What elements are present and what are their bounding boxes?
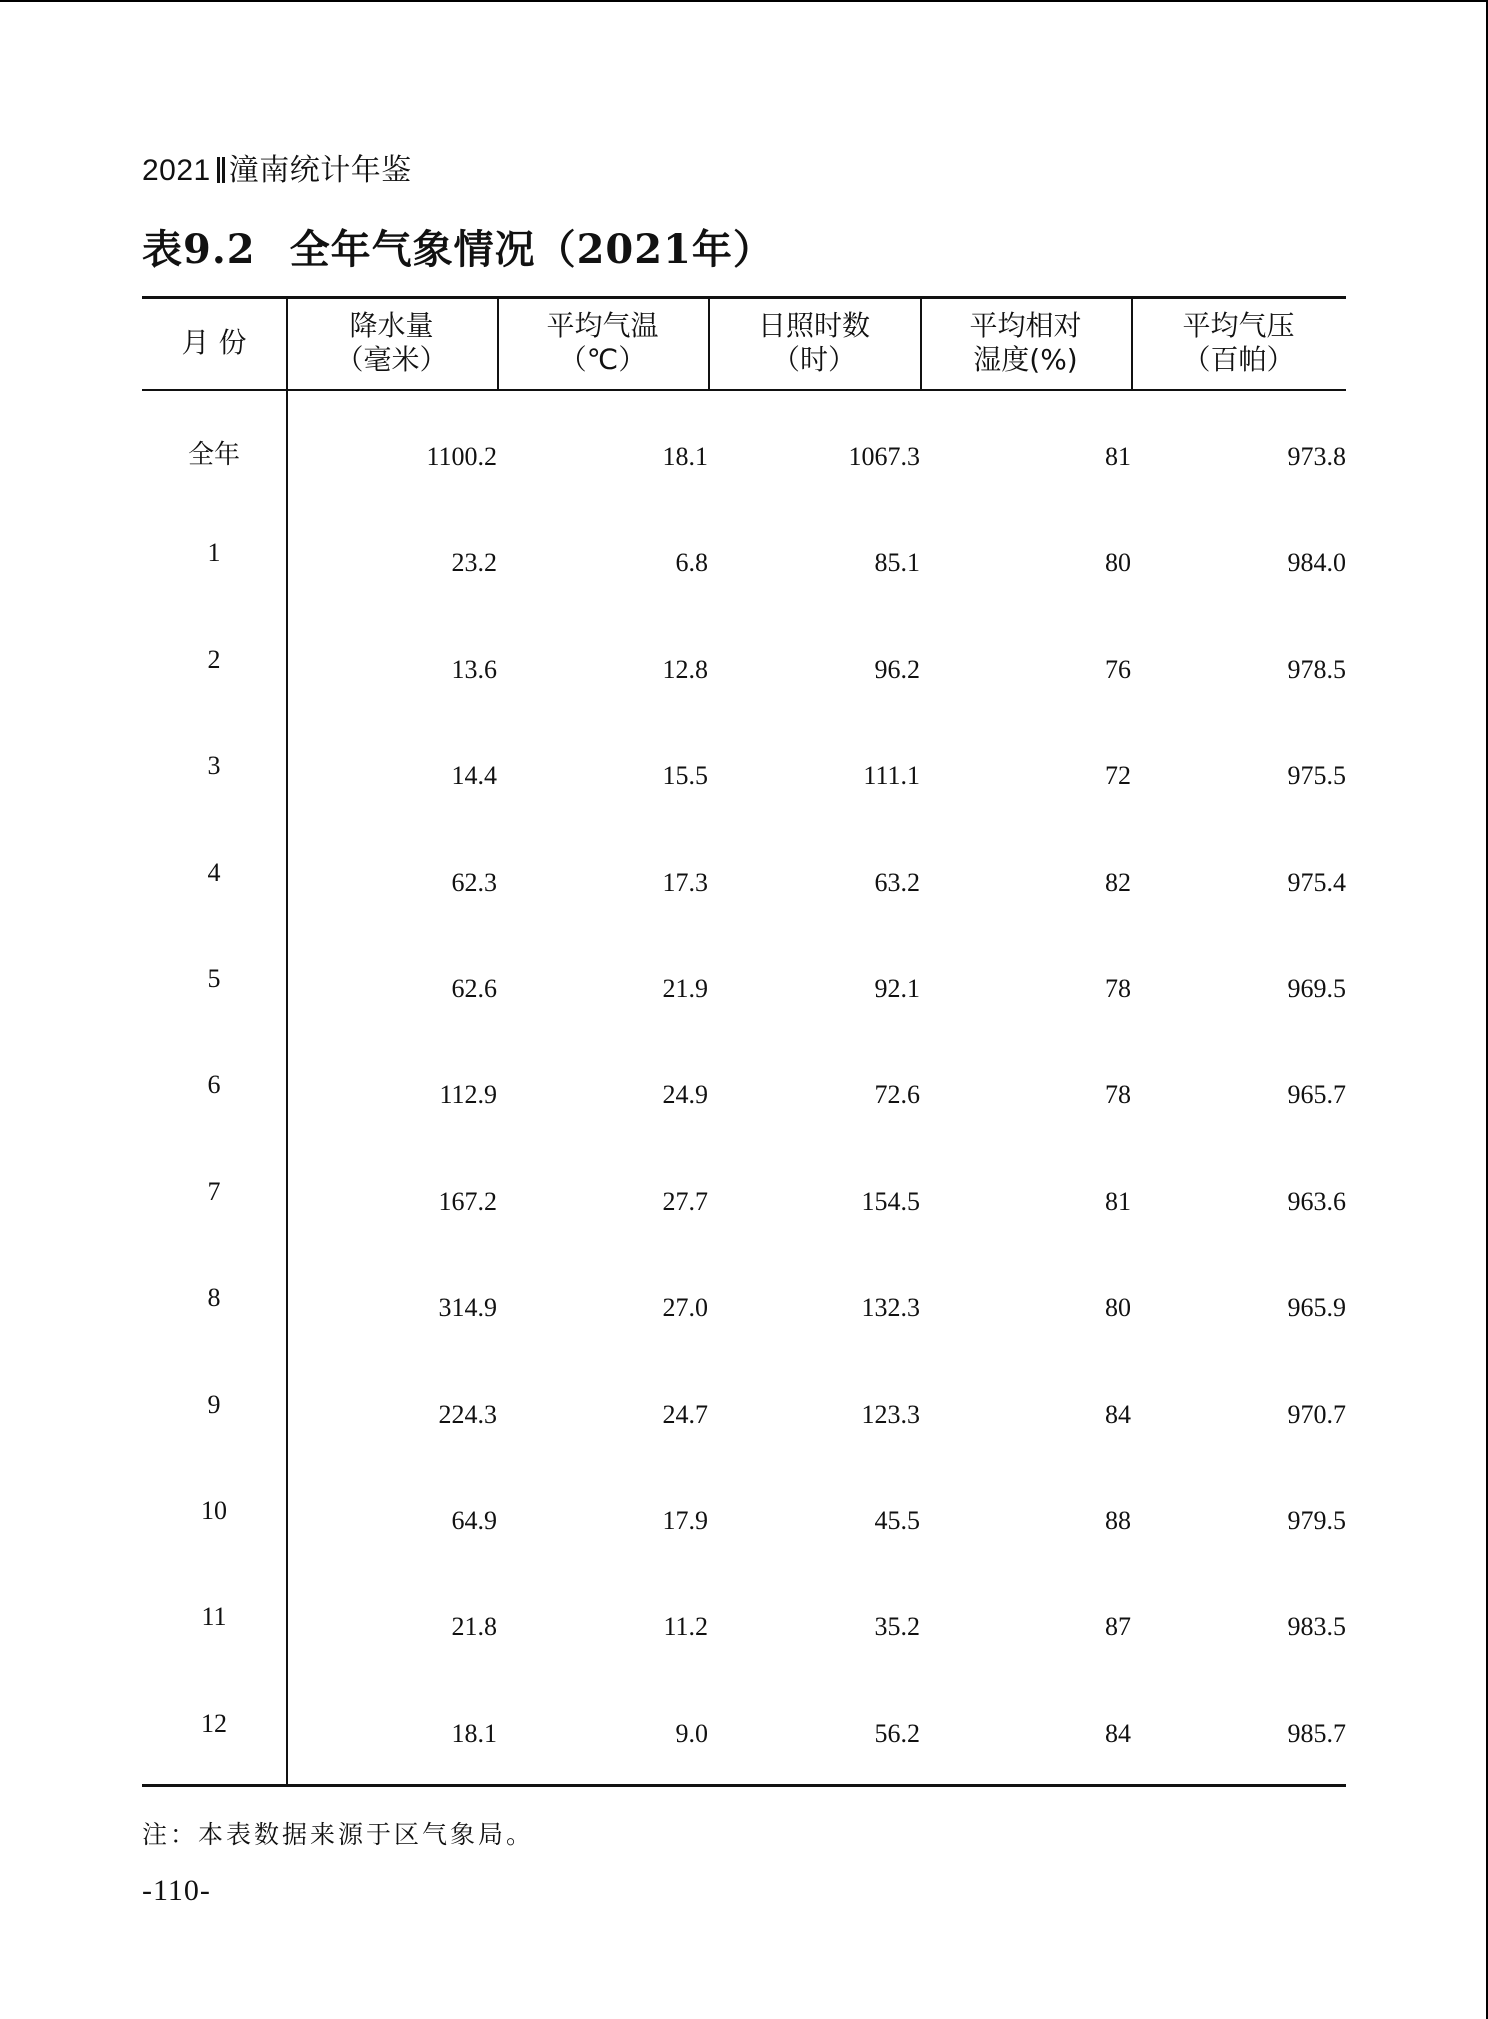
table-row [142, 1070, 1346, 1116]
cell-avg-pressure: 965.9 [1287, 1293, 1346, 1323]
column-header-line2: （毫米） [335, 342, 448, 376]
cell-relative-humidity: 84 [1105, 1718, 1131, 1748]
column-header-line1: 平均气压 [1182, 308, 1295, 342]
running-head-book-title: 潼南统计年鉴 [228, 154, 412, 187]
cell-precipitation: 13.6 [451, 654, 497, 684]
cell-precipitation: 62.3 [451, 867, 497, 897]
cell-avg-temperature: 24.7 [662, 1399, 708, 1429]
table-row [142, 1708, 1346, 1755]
cell-avg-pressure: 975.4 [1287, 867, 1346, 897]
cell-precipitation: 112.9 [439, 1080, 497, 1110]
cell-relative-humidity: 81 [1105, 442, 1131, 471]
cell-avg-pressure: 973.8 [1287, 442, 1346, 471]
cell-sunshine-hours: 45.5 [874, 1506, 920, 1535]
column-header-line1: 月 份 [181, 325, 247, 359]
table-row [142, 1496, 1346, 1542]
cell-relative-humidity: 88 [1105, 1506, 1131, 1535]
table-title-text: 全年气象情况（2021年） [289, 226, 774, 273]
cell-relative-humidity: 84 [1105, 1399, 1131, 1429]
cell-precipitation: 14.4 [451, 761, 497, 791]
cell-sunshine-hours: 56.2 [874, 1718, 920, 1748]
cell-avg-pressure: 983.5 [1287, 1612, 1346, 1642]
row-label-month: 全年 [187, 440, 240, 470]
cell-precipitation: 224.3 [438, 1399, 497, 1429]
cell-avg-pressure: 984.0 [1287, 548, 1346, 578]
row-label-month: 11 [201, 1602, 227, 1632]
row-label-month: 8 [207, 1283, 221, 1313]
cell-relative-humidity: 72 [1105, 761, 1131, 791]
row-label-month: 3 [207, 751, 221, 781]
cell-avg-temperature: 27.7 [662, 1186, 708, 1216]
column-header-line1: 日照时数 [757, 308, 870, 342]
column-header-avg-pressure [1131, 296, 1346, 389]
column-header-line2: 湿度(%) [973, 342, 1078, 376]
cell-sunshine-hours: 35.2 [874, 1612, 920, 1642]
row-label-month: 6 [207, 1070, 221, 1100]
cell-relative-humidity: 82 [1105, 867, 1131, 897]
cell-sunshine-hours: 72.6 [874, 1080, 920, 1110]
column-header-line1: 平均相对 [969, 308, 1082, 342]
column-header-line1: 平均气温 [546, 308, 659, 342]
cell-relative-humidity: 76 [1105, 654, 1131, 684]
row-label-month: 10 [201, 1496, 227, 1525]
cell-avg-pressure: 978.5 [1287, 654, 1346, 684]
cell-relative-humidity: 80 [1105, 1293, 1131, 1323]
running-head-separator [217, 157, 220, 183]
table-row [142, 964, 1346, 1010]
cell-precipitation: 314.9 [438, 1293, 497, 1323]
cell-sunshine-hours: 63.2 [874, 867, 920, 897]
cell-avg-pressure: 969.5 [1287, 974, 1346, 1003]
column-header-month [142, 296, 286, 389]
cell-sunshine-hours: 111.1 [863, 761, 920, 791]
cell-sunshine-hours: 123.3 [861, 1399, 920, 1429]
cell-avg-pressure: 963.6 [1287, 1186, 1346, 1216]
row-label-month: 2 [207, 644, 221, 674]
column-header-line1: 降水量 [349, 308, 434, 342]
row-label-month: 1 [207, 538, 221, 568]
cell-sunshine-hours: 92.1 [874, 974, 920, 1003]
cell-avg-temperature: 17.9 [662, 1506, 708, 1535]
table-row [142, 857, 1346, 904]
cell-sunshine-hours: 132.3 [861, 1293, 920, 1323]
cell-avg-temperature: 27.0 [662, 1293, 708, 1323]
cell-avg-temperature: 18.1 [662, 442, 708, 471]
cell-precipitation: 21.8 [451, 1612, 497, 1642]
cell-avg-temperature: 24.9 [662, 1080, 708, 1110]
cell-avg-temperature: 9.0 [675, 1718, 708, 1748]
table-row [142, 538, 1346, 584]
cell-relative-humidity: 78 [1105, 974, 1131, 1003]
row-label-month: 7 [207, 1176, 221, 1206]
cell-avg-pressure: 979.5 [1287, 1506, 1346, 1535]
cell-relative-humidity: 87 [1105, 1612, 1131, 1642]
cell-avg-pressure: 970.7 [1287, 1399, 1346, 1429]
column-header-sunshine-hours [708, 296, 920, 389]
column-header-line2: （百帕） [1182, 342, 1295, 376]
running-head-year: 2021 [142, 154, 211, 187]
cell-avg-temperature: 6.8 [675, 548, 708, 578]
cell-avg-pressure: 985.7 [1287, 1718, 1346, 1748]
table-row [142, 1283, 1346, 1329]
row-label-month: 5 [207, 964, 221, 993]
column-header-line2: （时） [771, 342, 856, 376]
table-row [142, 644, 1346, 691]
table-row [142, 1602, 1346, 1648]
cell-sunshine-hours: 1067.3 [848, 442, 920, 471]
column-header-avg-temperature [497, 296, 708, 389]
cell-sunshine-hours: 85.1 [874, 548, 920, 578]
table-bottom-rule [142, 1784, 1346, 1787]
table-header-rule [142, 389, 1346, 391]
cell-avg-pressure: 975.5 [1287, 761, 1346, 791]
cell-relative-humidity: 80 [1105, 548, 1131, 578]
cell-precipitation: 18.1 [451, 1718, 497, 1748]
table-note: 注：本表数据来源于区气象局。 [142, 1820, 535, 1849]
cell-avg-temperature: 17.3 [662, 867, 708, 897]
running-head [142, 145, 412, 189]
row-label-month: 12 [201, 1708, 227, 1738]
cell-precipitation: 62.6 [451, 974, 497, 1003]
page-number: -110- [142, 1874, 211, 1907]
row-label-month: 9 [207, 1389, 221, 1419]
cell-precipitation: 1100.2 [426, 442, 497, 471]
cell-avg-temperature: 12.8 [662, 654, 708, 684]
stub-column-divider [286, 296, 288, 1786]
column-header-relative-humidity [920, 296, 1131, 389]
column-header-line2: （℃） [558, 342, 647, 376]
table-title [142, 218, 774, 275]
cell-sunshine-hours: 96.2 [874, 654, 920, 684]
cell-relative-humidity: 81 [1105, 1186, 1131, 1216]
table-row [142, 751, 1346, 797]
cell-avg-temperature: 11.2 [663, 1612, 708, 1642]
cell-precipitation: 23.2 [451, 548, 497, 578]
cell-precipitation: 167.2 [438, 1186, 497, 1216]
cell-avg-temperature: 15.5 [662, 761, 708, 791]
cell-relative-humidity: 78 [1105, 1080, 1131, 1110]
column-header-precipitation [286, 296, 497, 389]
cell-avg-pressure: 965.7 [1287, 1080, 1346, 1110]
table-number: 表9.2 [142, 226, 256, 273]
table-row [142, 1389, 1346, 1436]
page-top-border [0, 0, 1488, 2]
table-row [142, 438, 1346, 478]
cell-avg-temperature: 21.9 [662, 974, 708, 1003]
table-row [142, 1176, 1346, 1223]
row-label-month: 4 [207, 857, 221, 887]
cell-sunshine-hours: 154.5 [861, 1186, 920, 1216]
cell-precipitation: 64.9 [451, 1506, 497, 1535]
